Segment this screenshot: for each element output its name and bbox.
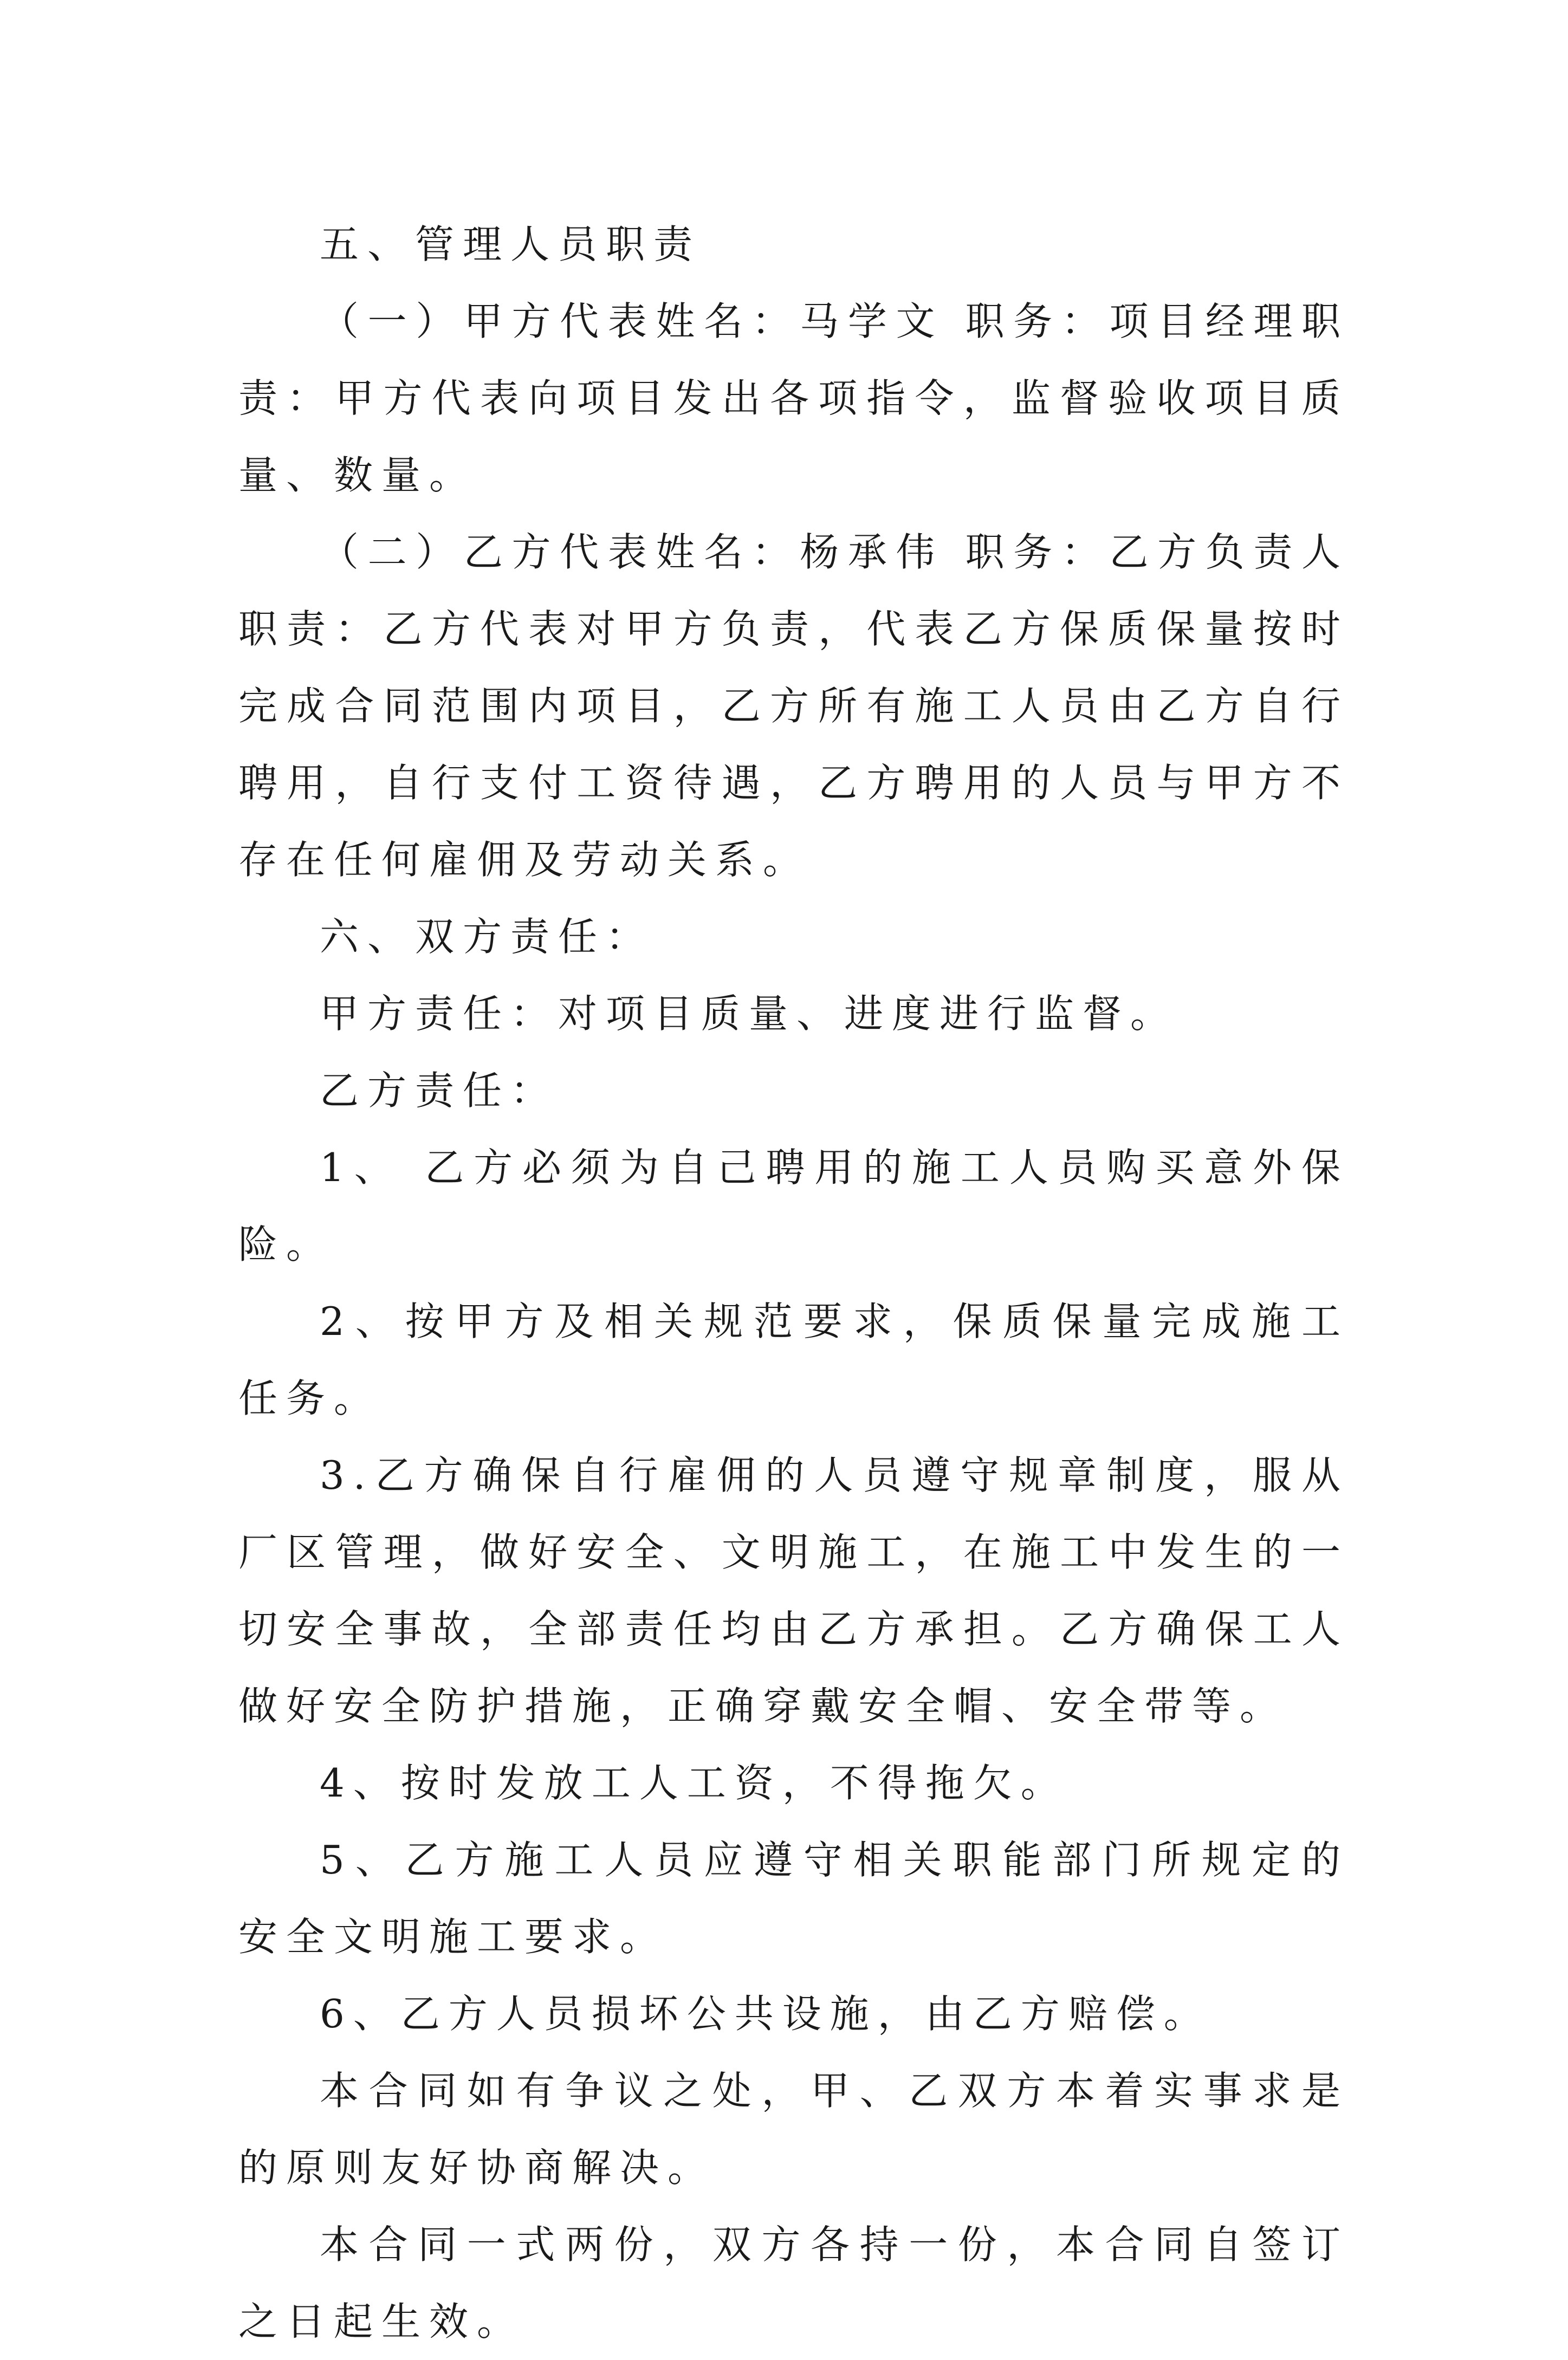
- paragraph-copies-effective: 本合同一式两份，双方各持一份，本合同自签订之日起生效。: [238, 2222, 1349, 2344]
- section-heading-management-duties: 五、管理人员职责: [320, 222, 702, 267]
- paragraph-dispute-resolution: 本合同如有争议之处，甲、乙双方本着实事求是的原则友好协商解决。: [238, 2068, 1349, 2190]
- list-item-1: 1、 乙方必须为自己聘用的施工人员购买意外保险。: [238, 1145, 1349, 1267]
- document-body: [238, 206, 1349, 2360]
- paragraph-party-b-responsibility-heading: 乙方责任：: [320, 1068, 559, 1113]
- list-item-6: 6、乙方人员损坏公共设施，由乙方赔偿。: [320, 1991, 1211, 2037]
- paragraph-party-a-responsibility: 甲方责任：对项目质量、进度进行监督。: [320, 991, 1178, 1036]
- list-item-4: 4、按时发放工人工资，不得拖欠。: [320, 1760, 1068, 1806]
- section-heading-responsibilities: 六、双方责任：: [320, 914, 654, 959]
- paragraph-party-b-representative: （二）乙方代表姓名：杨承伟 职务：乙方负责人职责：乙方代表对甲方负责，代表乙方保质保量按时完成合同范围内项目，乙方所有施工人员由乙方自行聘用，自行支付工资待遇，乙方聘用的人员与甲方不存在任何雇佣及劳动关系。: [238, 529, 1349, 883]
- list-item-5: 5、乙方施工人员应遵守相关职能部门所规定的安全文明施工要求。: [238, 1837, 1349, 1960]
- list-item-2: 2、按甲方及相关规范要求，保质保量完成施工任务。: [238, 1299, 1349, 1421]
- paragraph-party-a-representative: （一）甲方代表姓名：马学文 职务：项目经理职责：甲方代表向项目发出各项指令，监督验收项目质量、数量。: [238, 299, 1349, 498]
- list-item-3: 3.乙方确保自行雇佣的人员遵守规章制度，服从厂区管理，做好安全、文明施工，在施工中发生的一切安全事故，全部责任均由乙方承担。乙方确保工人做好安全防护措施，正确穿戴安全帽、安全带等。: [238, 1453, 1349, 1729]
